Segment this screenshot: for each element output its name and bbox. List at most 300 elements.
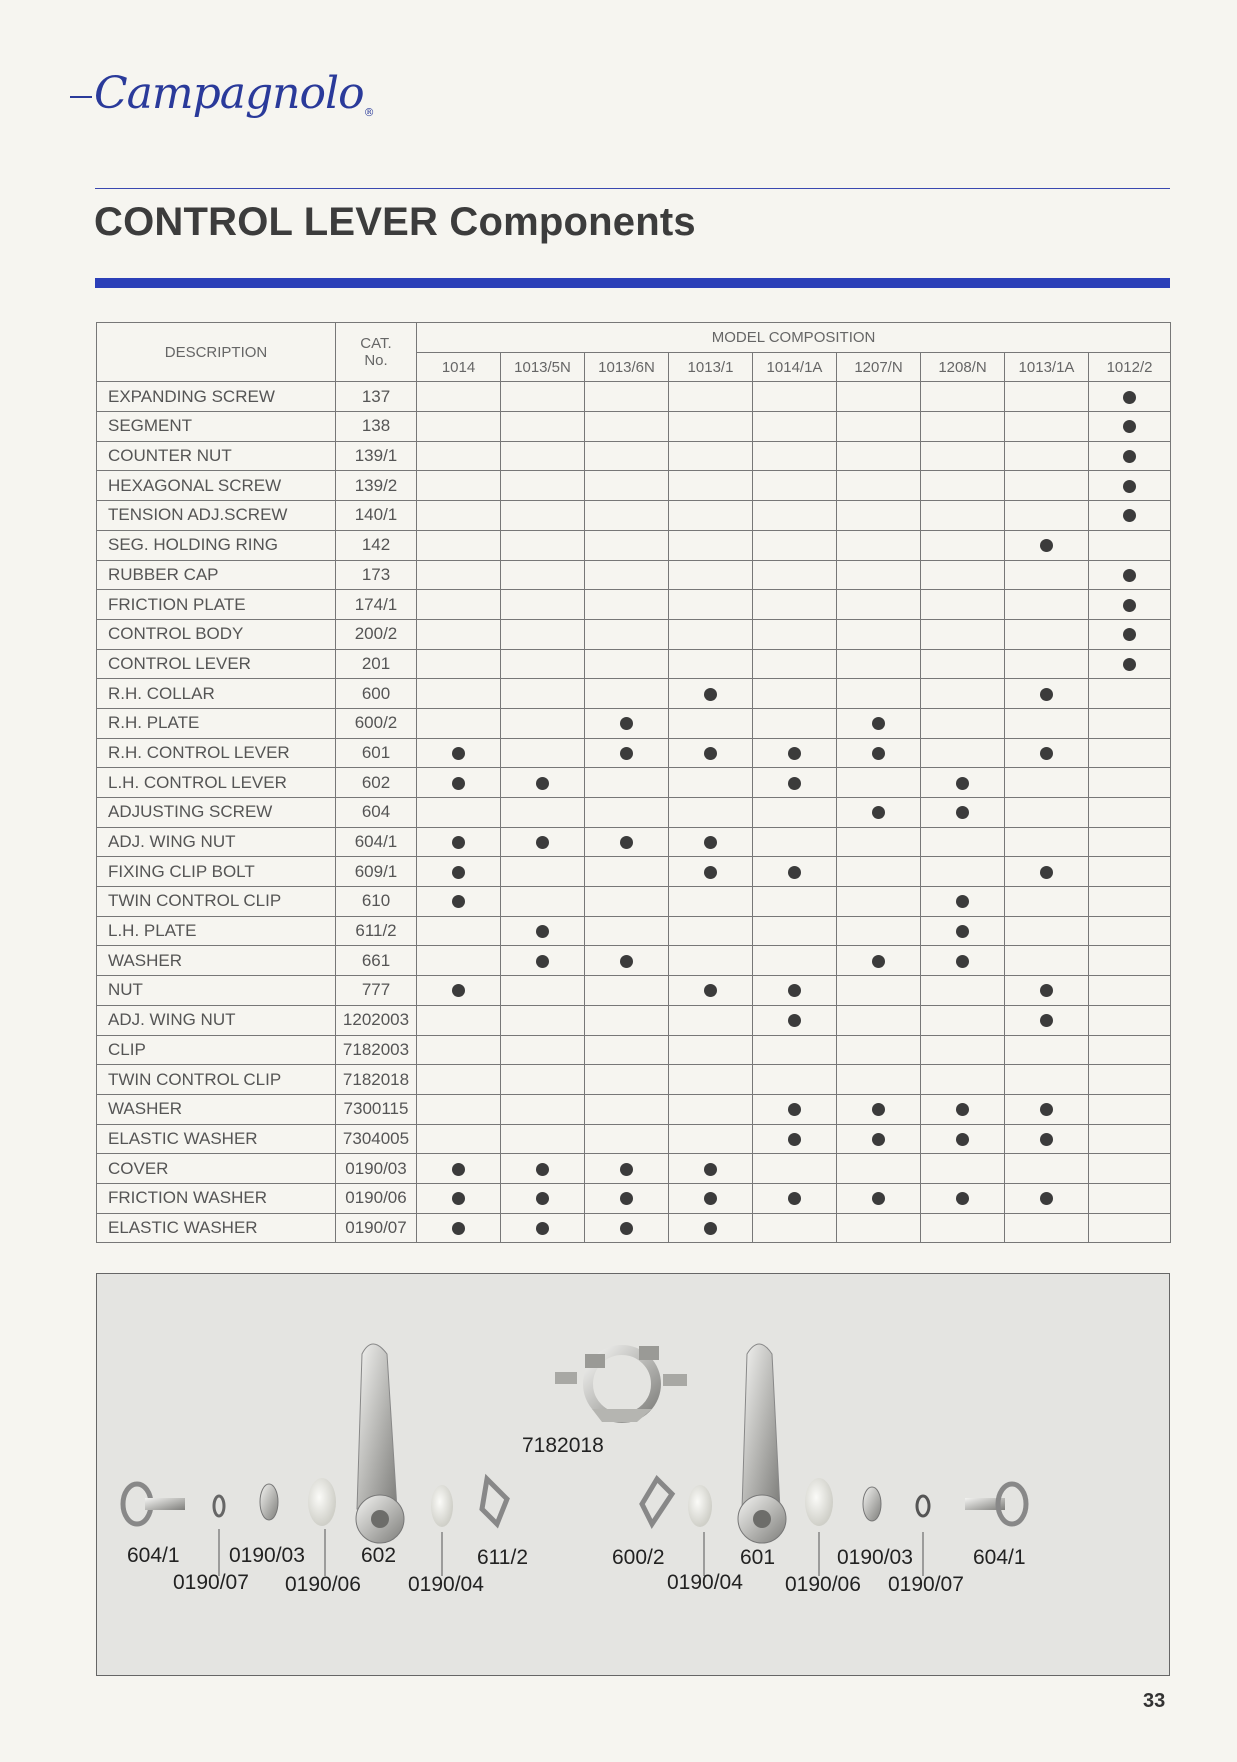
model-cell — [1005, 560, 1089, 590]
row-cat-no: 137 — [336, 382, 417, 412]
model-cell — [1005, 501, 1089, 531]
model-cell — [585, 1183, 669, 1213]
included-dot-icon — [620, 717, 633, 730]
label-l-0190-03: 0190/03 — [229, 1544, 305, 1567]
model-cell — [501, 501, 585, 531]
model-cell — [1089, 976, 1171, 1006]
model-cell — [585, 1065, 669, 1095]
model-cell — [501, 1154, 585, 1184]
model-cell — [1089, 1065, 1171, 1095]
row-description: L.H. CONTROL LEVER — [97, 768, 336, 798]
model-cell — [921, 1035, 1005, 1065]
model-cell — [921, 976, 1005, 1006]
table-row — [97, 1035, 1171, 1065]
included-dot-icon — [1123, 509, 1136, 522]
included-dot-icon — [956, 925, 969, 938]
model-cell — [753, 1213, 837, 1243]
model-cell — [1089, 1035, 1171, 1065]
model-cell — [921, 471, 1005, 501]
model-cell — [501, 1065, 585, 1095]
row-cat-no: 610 — [336, 887, 417, 917]
model-cell — [837, 530, 921, 560]
model-cell — [1089, 679, 1171, 709]
model-cell — [669, 501, 753, 531]
model-cell — [753, 946, 837, 976]
row-description: ELASTIC WASHER — [97, 1213, 336, 1243]
components-photo — [96, 1273, 1170, 1676]
model-cell — [837, 471, 921, 501]
model-cell — [753, 768, 837, 798]
left-wing-nut — [123, 1484, 185, 1524]
model-cell — [501, 441, 585, 471]
row-cat-no: 0190/03 — [336, 1154, 417, 1184]
model-cell — [753, 887, 837, 917]
row-cat-no: 139/1 — [336, 441, 417, 471]
included-dot-icon — [1123, 480, 1136, 493]
model-cell — [921, 679, 1005, 709]
model-cell — [921, 1005, 1005, 1035]
model-cell — [1005, 412, 1089, 442]
included-dot-icon — [704, 747, 717, 760]
model-cell — [1005, 1154, 1089, 1184]
model-cell — [753, 798, 837, 828]
model-cell — [585, 382, 669, 412]
model-cell — [585, 946, 669, 976]
model-cell — [1005, 590, 1089, 620]
model-cell — [417, 530, 501, 560]
model-cell — [417, 441, 501, 471]
model-cell — [501, 738, 585, 768]
table-row — [97, 1124, 1171, 1154]
model-cell — [837, 1183, 921, 1213]
model-cell — [501, 1213, 585, 1243]
model-cell — [1005, 1065, 1089, 1095]
included-dot-icon — [536, 955, 549, 968]
label-r-604-1: 604/1 — [973, 1546, 1026, 1569]
model-cell — [417, 1154, 501, 1184]
row-description: R.H. CONTROL LEVER — [97, 738, 336, 768]
model-cell — [753, 679, 837, 709]
label-r-600-2: 600/2 — [612, 1546, 665, 1569]
row-description: NUT — [97, 976, 336, 1006]
model-header-2: 1013/6N — [585, 352, 669, 382]
table-row — [97, 1183, 1171, 1213]
model-cell — [669, 530, 753, 560]
model-cell — [669, 1035, 753, 1065]
model-cell — [1005, 798, 1089, 828]
included-dot-icon — [620, 1192, 633, 1205]
page-title: CONTROL LEVER Components — [94, 200, 696, 244]
model-cell — [753, 560, 837, 590]
model-cell — [585, 1005, 669, 1035]
model-cell — [417, 1035, 501, 1065]
model-cell — [585, 590, 669, 620]
model-cell — [921, 798, 1005, 828]
model-cell — [1089, 501, 1171, 531]
table-row — [97, 1094, 1171, 1124]
row-description: HEXAGONAL SCREW — [97, 471, 336, 501]
included-dot-icon — [872, 1103, 885, 1116]
model-cell — [585, 798, 669, 828]
model-cell — [1005, 679, 1089, 709]
included-dot-icon — [452, 866, 465, 879]
row-description: R.H. PLATE — [97, 708, 336, 738]
included-dot-icon — [452, 836, 465, 849]
model-cell — [1089, 619, 1171, 649]
included-dot-icon — [1123, 658, 1136, 671]
included-dot-icon — [1040, 1133, 1053, 1146]
model-cell — [1005, 1124, 1089, 1154]
components-illustration — [97, 1274, 1171, 1677]
model-cell — [669, 382, 753, 412]
model-cell — [501, 471, 585, 501]
row-description: SEG. HOLDING RING — [97, 530, 336, 560]
row-description: CONTROL BODY — [97, 619, 336, 649]
included-dot-icon — [872, 955, 885, 968]
model-cell — [1005, 857, 1089, 887]
table-row — [97, 1154, 1171, 1184]
row-description: FIXING CLIP BOLT — [97, 857, 336, 887]
right-wing-nut — [965, 1484, 1026, 1524]
model-cell — [669, 1154, 753, 1184]
row-description: TWIN CONTROL CLIP — [97, 1065, 336, 1095]
model-cell — [669, 798, 753, 828]
model-cell — [1089, 738, 1171, 768]
row-description: EXPANDING SCREW — [97, 382, 336, 412]
model-cell — [669, 560, 753, 590]
model-cell — [669, 916, 753, 946]
model-cell — [585, 976, 669, 1006]
included-dot-icon — [1040, 984, 1053, 997]
model-cell — [753, 412, 837, 442]
included-dot-icon — [872, 806, 885, 819]
row-description: R.H. COLLAR — [97, 679, 336, 709]
model-cell — [753, 827, 837, 857]
model-cell — [837, 857, 921, 887]
row-cat-no: 7182003 — [336, 1035, 417, 1065]
left-friction-washer — [308, 1478, 336, 1526]
model-cell — [669, 619, 753, 649]
label-r-601: 601 — [740, 1546, 776, 1569]
model-cell — [1089, 560, 1171, 590]
model-cell — [921, 1124, 1005, 1154]
model-cell — [1089, 708, 1171, 738]
included-dot-icon — [872, 1133, 885, 1146]
model-cell — [837, 1035, 921, 1065]
model-cell — [501, 887, 585, 917]
model-cell — [1089, 1154, 1171, 1184]
model-cell — [1089, 382, 1171, 412]
row-description: ELASTIC WASHER — [97, 1124, 336, 1154]
model-cell — [585, 649, 669, 679]
row-cat-no: 611/2 — [336, 916, 417, 946]
model-cell — [1005, 708, 1089, 738]
left-plate — [482, 1479, 507, 1524]
table-row — [97, 619, 1171, 649]
model-cell — [1005, 738, 1089, 768]
model-cell — [669, 1065, 753, 1095]
included-dot-icon — [956, 895, 969, 908]
model-cell — [669, 768, 753, 798]
included-dot-icon — [788, 1133, 801, 1146]
model-cell — [669, 441, 753, 471]
row-cat-no: 601 — [336, 738, 417, 768]
model-cell — [417, 1124, 501, 1154]
table-row — [97, 827, 1171, 857]
model-cell — [417, 679, 501, 709]
included-dot-icon — [704, 1222, 717, 1235]
header-rule — [95, 188, 1170, 189]
model-cell — [837, 916, 921, 946]
model-cell — [1005, 768, 1089, 798]
included-dot-icon — [788, 777, 801, 790]
model-cell — [837, 887, 921, 917]
model-cell — [921, 827, 1005, 857]
table-row — [97, 1213, 1171, 1243]
model-cell — [585, 768, 669, 798]
model-cell — [585, 412, 669, 442]
model-cell — [585, 1094, 669, 1124]
row-description: CONTROL LEVER — [97, 649, 336, 679]
model-cell — [921, 382, 1005, 412]
left-cover — [260, 1484, 278, 1520]
row-cat-no: 0190/06 — [336, 1183, 417, 1213]
model-cell — [753, 1065, 837, 1095]
included-dot-icon — [620, 1222, 633, 1235]
row-cat-no: 609/1 — [336, 857, 417, 887]
included-dot-icon — [452, 984, 465, 997]
model-cell — [669, 887, 753, 917]
label-r-0190-03: 0190/03 — [837, 1546, 913, 1569]
included-dot-icon — [536, 1222, 549, 1235]
model-cell — [1005, 382, 1089, 412]
model-cell — [837, 1005, 921, 1035]
model-cell — [837, 412, 921, 442]
model-cell — [837, 590, 921, 620]
included-dot-icon — [536, 836, 549, 849]
leader-lines — [219, 1529, 923, 1576]
model-cell — [669, 857, 753, 887]
model-cell — [921, 1094, 1005, 1124]
row-cat-no: 7304005 — [336, 1124, 417, 1154]
row-cat-no: 600/2 — [336, 708, 417, 738]
model-header-1: 1013/5N — [501, 352, 585, 382]
model-header-7: 1013/1A — [1005, 352, 1089, 382]
row-cat-no: 139/2 — [336, 471, 417, 501]
components-table — [96, 322, 1171, 1243]
right-lever-601 — [738, 1344, 786, 1543]
model-cell — [501, 798, 585, 828]
model-cell — [837, 768, 921, 798]
model-cell — [837, 501, 921, 531]
model-cell — [1089, 441, 1171, 471]
table-row — [97, 649, 1171, 679]
included-dot-icon — [956, 806, 969, 819]
model-header-3: 1013/1 — [669, 352, 753, 382]
model-cell — [837, 649, 921, 679]
model-cell — [753, 1035, 837, 1065]
model-cell — [501, 1183, 585, 1213]
included-dot-icon — [1123, 599, 1136, 612]
included-dot-icon — [620, 747, 633, 760]
model-cell — [753, 590, 837, 620]
model-cell — [417, 1213, 501, 1243]
included-dot-icon — [452, 895, 465, 908]
model-cell — [585, 1124, 669, 1154]
model-cell — [417, 619, 501, 649]
model-cell — [417, 501, 501, 531]
row-description: SEGMENT — [97, 412, 336, 442]
row-description: FRICTION PLATE — [97, 590, 336, 620]
row-cat-no: 0190/07 — [336, 1213, 417, 1243]
model-cell — [585, 827, 669, 857]
model-cell — [417, 1005, 501, 1035]
included-dot-icon — [452, 1192, 465, 1205]
row-cat-no: 140/1 — [336, 501, 417, 531]
row-cat-no: 142 — [336, 530, 417, 560]
table-row — [97, 501, 1171, 531]
model-cell — [753, 1154, 837, 1184]
table-row — [97, 1065, 1171, 1095]
model-cell — [921, 590, 1005, 620]
row-description: WASHER — [97, 946, 336, 976]
included-dot-icon — [788, 1103, 801, 1116]
model-cell — [1089, 471, 1171, 501]
model-cell — [501, 619, 585, 649]
model-cell — [501, 679, 585, 709]
model-cell — [585, 857, 669, 887]
model-cell — [921, 530, 1005, 560]
model-cell — [501, 857, 585, 887]
model-cell — [417, 1183, 501, 1213]
row-cat-no: 600 — [336, 679, 417, 709]
row-description: WASHER — [97, 1094, 336, 1124]
row-cat-no: 174/1 — [336, 590, 417, 620]
label-r-0190-07: 0190/07 — [888, 1573, 964, 1596]
model-cell — [417, 649, 501, 679]
model-cell — [501, 1005, 585, 1035]
included-dot-icon — [536, 1192, 549, 1205]
label-l-0190-06: 0190/06 — [285, 1573, 361, 1596]
left-collar — [431, 1485, 453, 1527]
model-cell — [585, 1154, 669, 1184]
model-cell — [669, 679, 753, 709]
model-cell — [753, 471, 837, 501]
model-cell — [753, 1005, 837, 1035]
table-row — [97, 412, 1171, 442]
included-dot-icon — [452, 1222, 465, 1235]
model-cell — [753, 441, 837, 471]
model-cell — [921, 738, 1005, 768]
model-cell — [501, 412, 585, 442]
model-cell — [1005, 1183, 1089, 1213]
row-cat-no: 604 — [336, 798, 417, 828]
right-cover — [863, 1487, 881, 1521]
table-row — [97, 679, 1171, 709]
model-cell — [669, 946, 753, 976]
model-cell — [1005, 1005, 1089, 1035]
model-composition-header: MODEL COMPOSITION — [417, 323, 1171, 353]
model-cell — [669, 471, 753, 501]
model-cell — [753, 738, 837, 768]
model-cell — [669, 1183, 753, 1213]
model-cell — [501, 916, 585, 946]
model-cell — [417, 708, 501, 738]
row-description: ADJ. WING NUT — [97, 1005, 336, 1035]
model-cell — [837, 1154, 921, 1184]
table-row — [97, 738, 1171, 768]
model-cell — [753, 530, 837, 560]
included-dot-icon — [536, 777, 549, 790]
model-cell — [585, 619, 669, 649]
included-dot-icon — [788, 1192, 801, 1205]
model-cell — [1005, 1094, 1089, 1124]
row-cat-no: 777 — [336, 976, 417, 1006]
model-cell — [669, 738, 753, 768]
model-cell — [1005, 471, 1089, 501]
included-dot-icon — [1123, 569, 1136, 582]
model-cell — [1089, 590, 1171, 620]
included-dot-icon — [1123, 450, 1136, 463]
model-cell — [1005, 946, 1089, 976]
row-description: RUBBER CAP — [97, 560, 336, 590]
included-dot-icon — [1123, 628, 1136, 641]
model-cell — [417, 887, 501, 917]
model-cell — [1089, 857, 1171, 887]
model-cell — [921, 1183, 1005, 1213]
row-description: ADJUSTING SCREW — [97, 798, 336, 828]
model-cell — [1005, 827, 1089, 857]
included-dot-icon — [788, 866, 801, 879]
model-cell — [753, 1094, 837, 1124]
model-cell — [837, 560, 921, 590]
model-cell — [501, 560, 585, 590]
model-cell — [1089, 1213, 1171, 1243]
model-cell — [921, 412, 1005, 442]
model-cell — [417, 857, 501, 887]
model-cell — [417, 382, 501, 412]
model-cell — [753, 916, 837, 946]
included-dot-icon — [788, 747, 801, 760]
label-l-602: 602 — [361, 1544, 397, 1567]
model-cell — [1089, 530, 1171, 560]
included-dot-icon — [956, 1133, 969, 1146]
model-cell — [1089, 412, 1171, 442]
model-cell — [585, 738, 669, 768]
label-r-0190-06: 0190/06 — [785, 1573, 861, 1596]
model-cell — [417, 1065, 501, 1095]
model-cell — [837, 679, 921, 709]
model-cell — [585, 1213, 669, 1243]
model-cell — [417, 738, 501, 768]
model-cell — [921, 857, 1005, 887]
right-friction-washer — [805, 1478, 833, 1526]
row-description: L.H. PLATE — [97, 916, 336, 946]
included-dot-icon — [1040, 866, 1053, 879]
included-dot-icon — [788, 984, 801, 997]
model-cell — [1005, 1035, 1089, 1065]
model-cell — [1089, 1094, 1171, 1124]
model-cell — [501, 1094, 585, 1124]
model-cell — [585, 679, 669, 709]
model-cell — [1089, 1183, 1171, 1213]
model-cell — [1089, 1124, 1171, 1154]
model-cell — [501, 1035, 585, 1065]
model-cell — [837, 798, 921, 828]
label-l-0190-04: 0190/04 — [408, 1573, 484, 1596]
model-cell — [837, 708, 921, 738]
included-dot-icon — [452, 777, 465, 790]
